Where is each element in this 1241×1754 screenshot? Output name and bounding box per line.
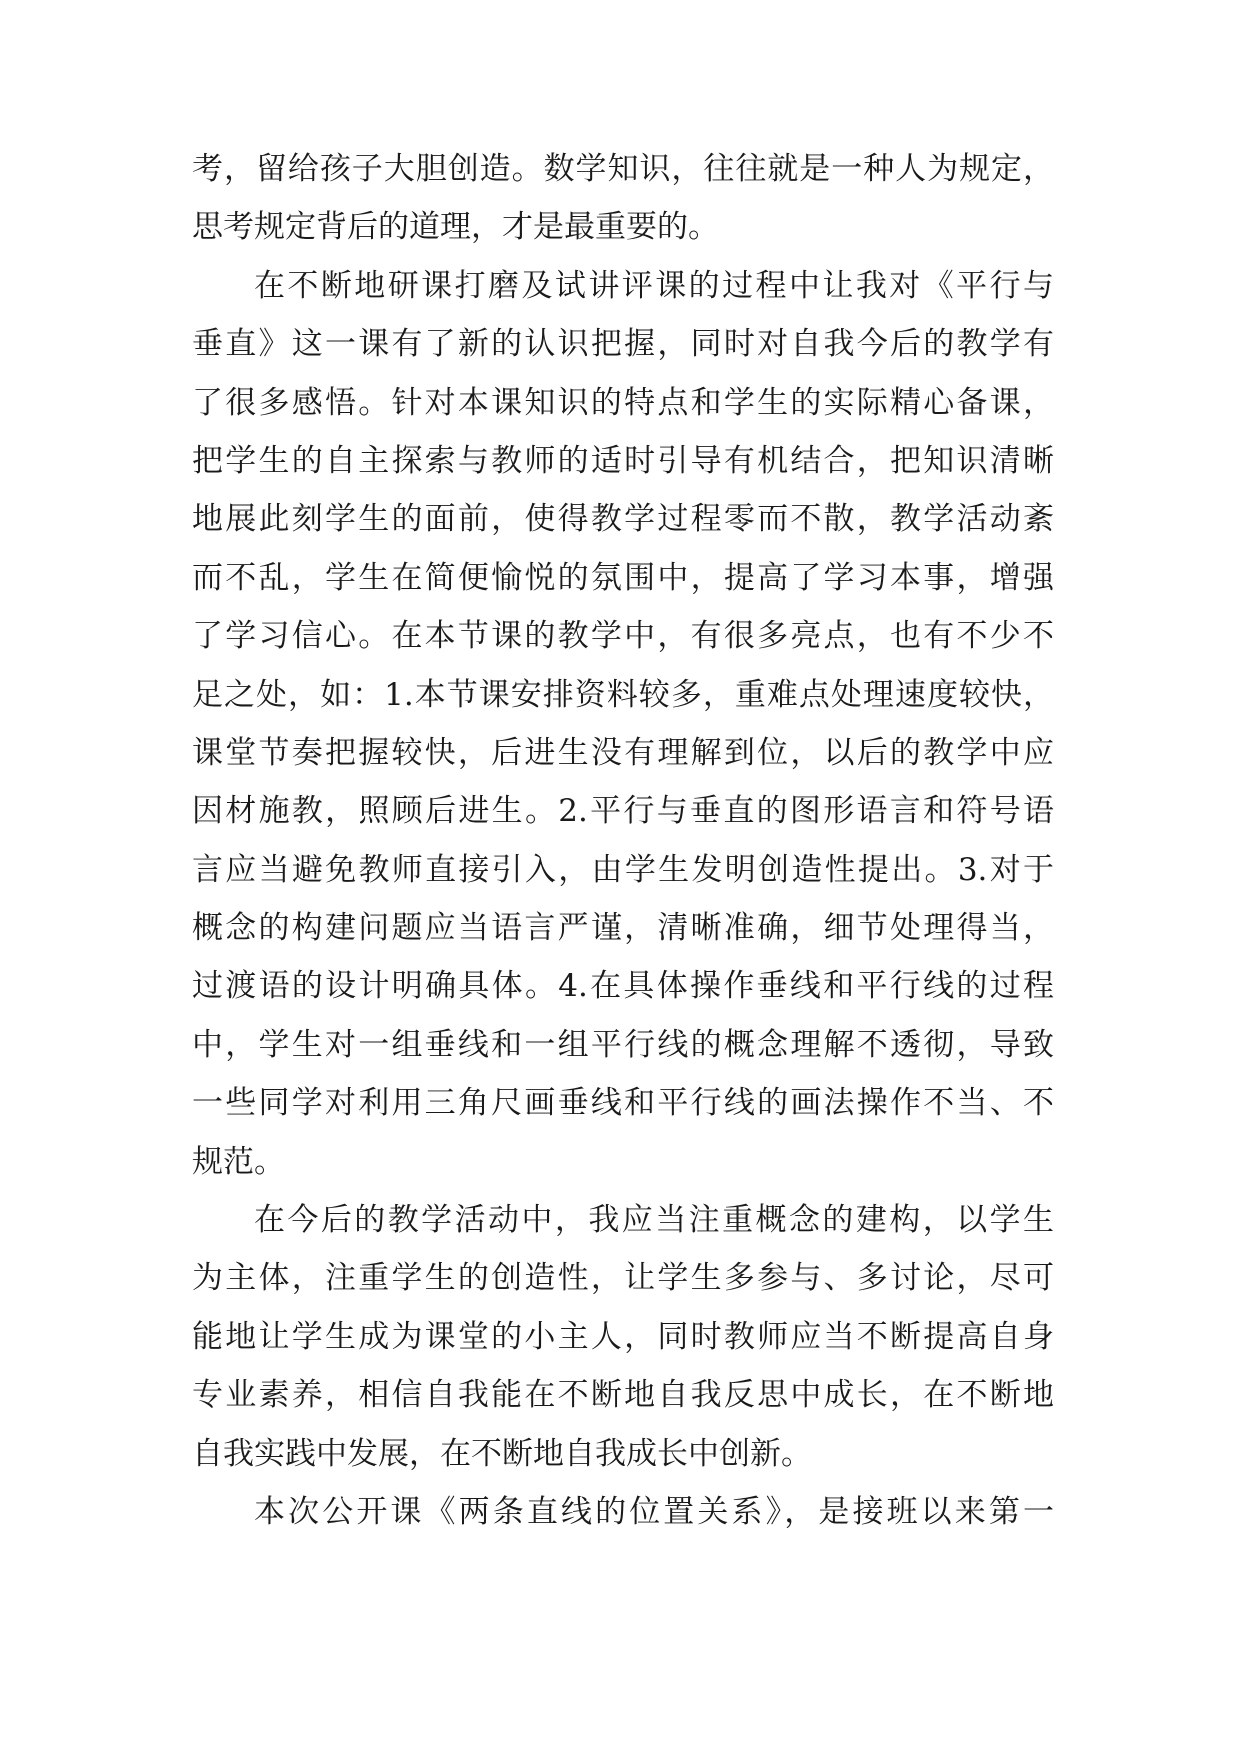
paragraph-3 xyxy=(192,1191,1054,1483)
text-line: 能地让学生成为课堂的小主人，同时教师应当不断提高自身 xyxy=(192,1318,1054,1355)
text-line: 地展此刻学生的面前，使得教学过程零而不散，教学活动紊 xyxy=(192,501,1054,538)
text-line: 垂直》这一课有了新的认识把握，同时对自我今后的教学有 xyxy=(192,326,1054,363)
text-line: 而不乱，学生在简便愉悦的氛围中，提高了学习本事，增强 xyxy=(192,559,1054,596)
text-line: 本次公开课《两条直线的位置关系》，是接班以来第一 xyxy=(254,1493,1054,1530)
text-line: 了学习信心。在本节课的教学中，有很多亮点，也有不少不 xyxy=(192,618,1054,655)
text-line: 考，留给孩子大胆创造。数学知识，往往就是一种人为规定， xyxy=(192,151,1054,187)
text-line: 因材施教，照顾后进生。2.平行与垂直的图形语言和符号语 xyxy=(192,793,1054,830)
text-line: 规范。 xyxy=(192,1143,285,1180)
text-line: 一些同学对利用三角尺画垂线和平行线的画法操作不当、不 xyxy=(192,1085,1054,1122)
text-line: 为主体，注重学生的创造性，让学生多参与、多讨论，尽可 xyxy=(192,1260,1054,1297)
text-line: 课堂节奏把握较快，后进生没有理解到位，以后的教学中应 xyxy=(192,734,1054,771)
paragraph-2 xyxy=(192,257,1054,1191)
text-line: 过渡语的设计明确具体。4.在具体操作垂线和平行线的过程 xyxy=(192,968,1054,1005)
text-line: 概念的构建问题应当语言严谨，清晰准确，细节处理得当， xyxy=(192,910,1054,947)
text-line: 思考规定背后的道理，才是最重要的。 xyxy=(192,209,719,246)
body-text xyxy=(192,140,1054,1541)
text-line: 了很多感悟。针对本课知识的特点和学生的实际精心备课， xyxy=(192,384,1054,421)
paragraph-4 xyxy=(192,1483,1054,1541)
text-line: 言应当避免教师直接引入，由学生发明创造性提出。3.对于 xyxy=(192,851,1054,888)
text-line: 自我实践中发展，在不断地自我成长中创新。 xyxy=(192,1435,812,1472)
text-line: 专业素养，相信自我能在不断地自我反思中成长，在不断地 xyxy=(192,1377,1054,1414)
text-line: 把学生的自主探索与教师的适时引导有机结合，把知识清晰 xyxy=(192,442,1054,479)
paragraph-1 xyxy=(192,140,1054,257)
text-line: 在今后的教学活动中，我应当注重概念的建构，以学生 xyxy=(254,1202,1054,1239)
text-line: 在不断地研课打磨及试讲评课的过程中让我对《平行与 xyxy=(254,267,1054,304)
text-line: 中，学生对一组垂线和一组平行线的概念理解不透彻，导致 xyxy=(192,1026,1054,1063)
text-line: 足之处，如：1.本节课安排资料较多，重难点处理速度较快， xyxy=(192,676,1054,713)
